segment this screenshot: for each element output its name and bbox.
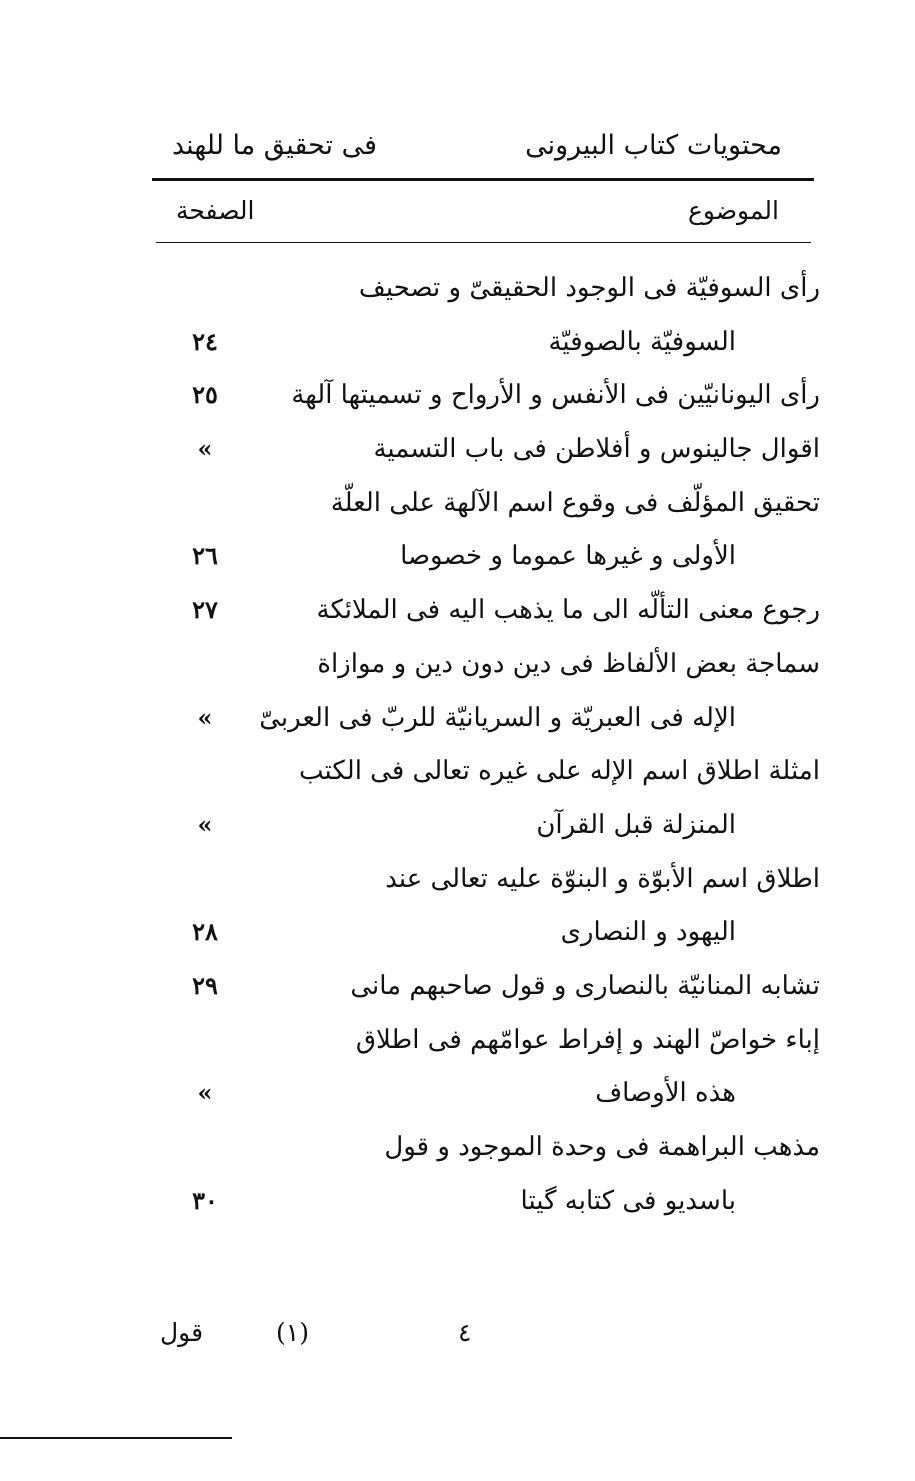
toc-entry-topic: إباء خواصّ الهند و إفراط عوامّهم فى اطلاق [355,1024,820,1055]
toc-entry [150,423,820,477]
toc-entry-page-number: ٢٥ [192,380,218,410]
toc-entry-page-number: » [197,1078,213,1108]
sheet-number: ٤ [458,1318,472,1347]
column-heading-rule [156,242,811,243]
table-of-contents [150,262,820,1228]
toc-entry-topic: اليهود و النصارى [560,917,736,948]
toc-entry-topic: السوفيّة بالصوفيّة [548,326,736,357]
toc-entry-topic: رجوع معنى التألّه الى ما يذهب اليه فى الملائكة [316,595,820,626]
running-head-title: محتويات كتاب البيرونى [525,130,782,161]
toc-entry-topic: تشابه المنانيّة بالنصارى و قول صاحبهم مانى [350,970,820,1001]
toc-entry-topic: اقوال جالينوس و أفلاطن فى باب التسمية [373,434,820,465]
signature-mark: (١) [276,1318,309,1347]
toc-entry [150,638,820,692]
toc-entry-page-number: ٢٤ [192,326,218,356]
toc-entry [150,745,820,799]
toc-entry-page-number: » [197,434,213,464]
toc-entry [150,316,820,370]
toc-entry [150,477,820,531]
toc-entry-topic: رأى اليونانيّين فى الأنفس و الأرواح و تسميتها آلهة [291,380,820,411]
toc-entry-page-number: » [197,809,213,839]
toc-entry [150,1014,820,1068]
toc-entry [150,1175,820,1229]
toc-entry [150,960,820,1014]
header-rule [152,178,814,181]
toc-entry-topic: المنزلة قبل القرآن [536,809,736,840]
toc-entry [150,262,820,316]
toc-entry-topic: امثلة اطلاق اسم الإله على غيره تعالى فى الكتب [299,756,820,787]
toc-entry-topic: الإله فى العبريّة و السريانيّة للربّ فى العربىّ [259,702,736,733]
toc-entry-page-number: ٢٨ [192,917,218,947]
toc-entry [150,584,820,638]
toc-entry [150,906,820,960]
toc-entry [150,692,820,746]
footer-rule [0,1437,232,1439]
toc-entry [150,1067,820,1121]
toc-entry-page-number: ٢٧ [192,595,218,625]
toc-entry-topic: الأولى و غيرها عموما و خصوصا [400,541,736,572]
catchword: قول [160,1318,204,1347]
toc-entry-topic: رأى السوفيّة فى الوجود الحقيقىّ و تصحيف [358,273,820,303]
toc-entry-topic: مذهب البراهمة فى وحدة الموجود و قول [384,1132,820,1162]
toc-entry [150,1121,820,1175]
toc-entry [150,799,820,853]
toc-entry-topic: هذه الأوصاف [595,1078,736,1109]
toc-entry [150,853,820,907]
toc-entry [150,369,820,423]
toc-entry [150,530,820,584]
toc-entry-topic: اطلاق اسم الأبوّة و البنوّة عليه تعالى عند [385,863,820,894]
toc-entry-page-number: ٢٦ [192,541,218,571]
page-column-heading: الصفحة [176,196,255,225]
toc-entry-page-number: ٢٩ [192,970,218,1000]
toc-entry-page-number: ٣٠ [192,1185,218,1215]
topic-column-heading: الموضوع [688,196,779,225]
toc-entry-topic: سماجة بعض الألفاظ فى دين دون دين و موازاة [317,648,820,679]
running-head-subtitle: فى تحقيق ما للهند [172,130,378,161]
toc-entry-topic: تحقيق المؤلّف فى وقوع اسم الآلهة على العلّة [330,487,820,518]
toc-entry-page-number: » [197,702,213,732]
toc-entry-topic: باسديو فى كتابه گيتا [520,1185,736,1216]
